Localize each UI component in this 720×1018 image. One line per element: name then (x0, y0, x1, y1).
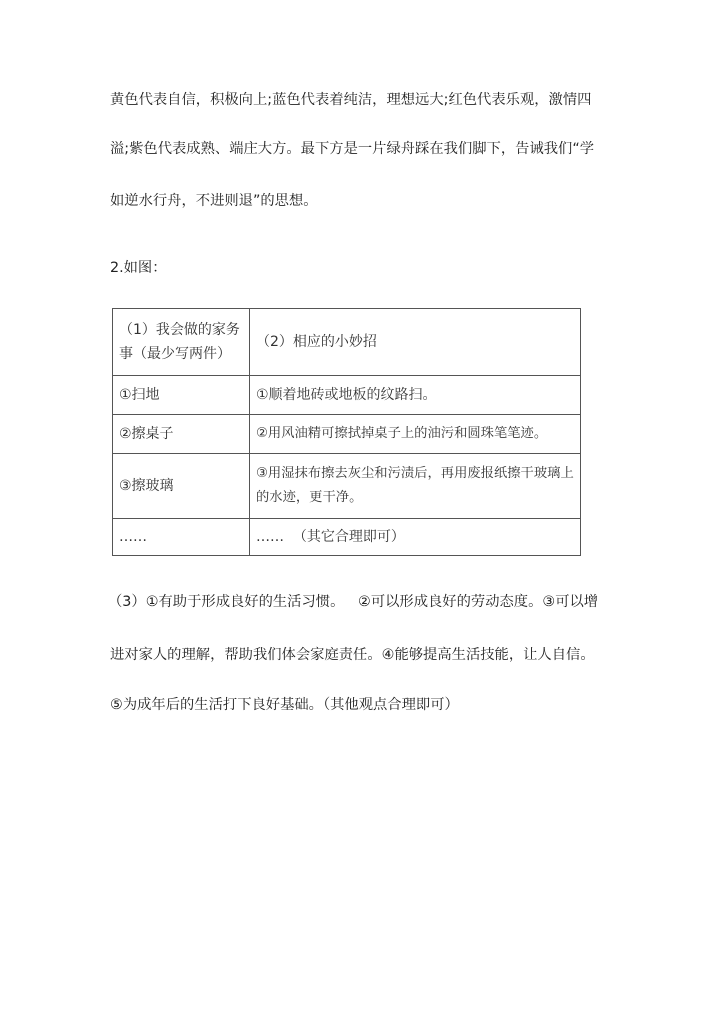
table-cell: ①顺着地砖或地板的纹路扫。 (250, 376, 581, 415)
paragraph-line: ⑤为成年后的生活打下良好基础。（其他观点合理即可） (110, 697, 459, 713)
paragraph-line: 如逆水行舟，不进则退”的思想。 (110, 193, 318, 209)
header-cell: （2）相应的小妙招 (250, 309, 581, 376)
table-cell: …… (113, 519, 250, 556)
paragraph-line: 溢;紫色代表成熟、端庄大方。最下方是一片绿舟踩在我们脚下，告诫我们“学 (110, 141, 595, 157)
paragraph-line: （3）①有助于形成良好的生活习惯。 ②可以形成良好的劳动态度。③可以增 (108, 594, 599, 610)
chores-table (112, 308, 581, 556)
table-cell: ②用风油精可擦拭掉桌子上的油污和圆珠笔笔迹。 (250, 415, 581, 454)
table-row (113, 376, 581, 415)
paragraph-line: 黄色代表自信，积极向上;蓝色代表着纯洁，理想远大;红色代表乐观，激情四 (110, 92, 592, 108)
table-cell: ③用湿抹布擦去灰尘和污渍后，再用废报纸擦干玻璃上的水迹，更干净。 (250, 454, 581, 519)
table-cell: ①扫地 (113, 376, 250, 415)
paragraph-line: 进对家人的理解，帮助我们体会家庭责任。④能够提高生活技能，让人自信。 (110, 647, 595, 663)
table-row (113, 415, 581, 454)
table-row (113, 519, 581, 556)
table-header-row (113, 309, 581, 376)
header-cell: （1）我会做的家务事（最少写两件） (113, 309, 250, 376)
table-cell: …… （其它合理即可） (250, 519, 581, 556)
table-row (113, 454, 581, 519)
table-cell: ②擦桌子 (113, 415, 250, 454)
question-label: 2.如图： (110, 260, 167, 276)
table-cell: ③擦玻璃 (113, 454, 250, 519)
